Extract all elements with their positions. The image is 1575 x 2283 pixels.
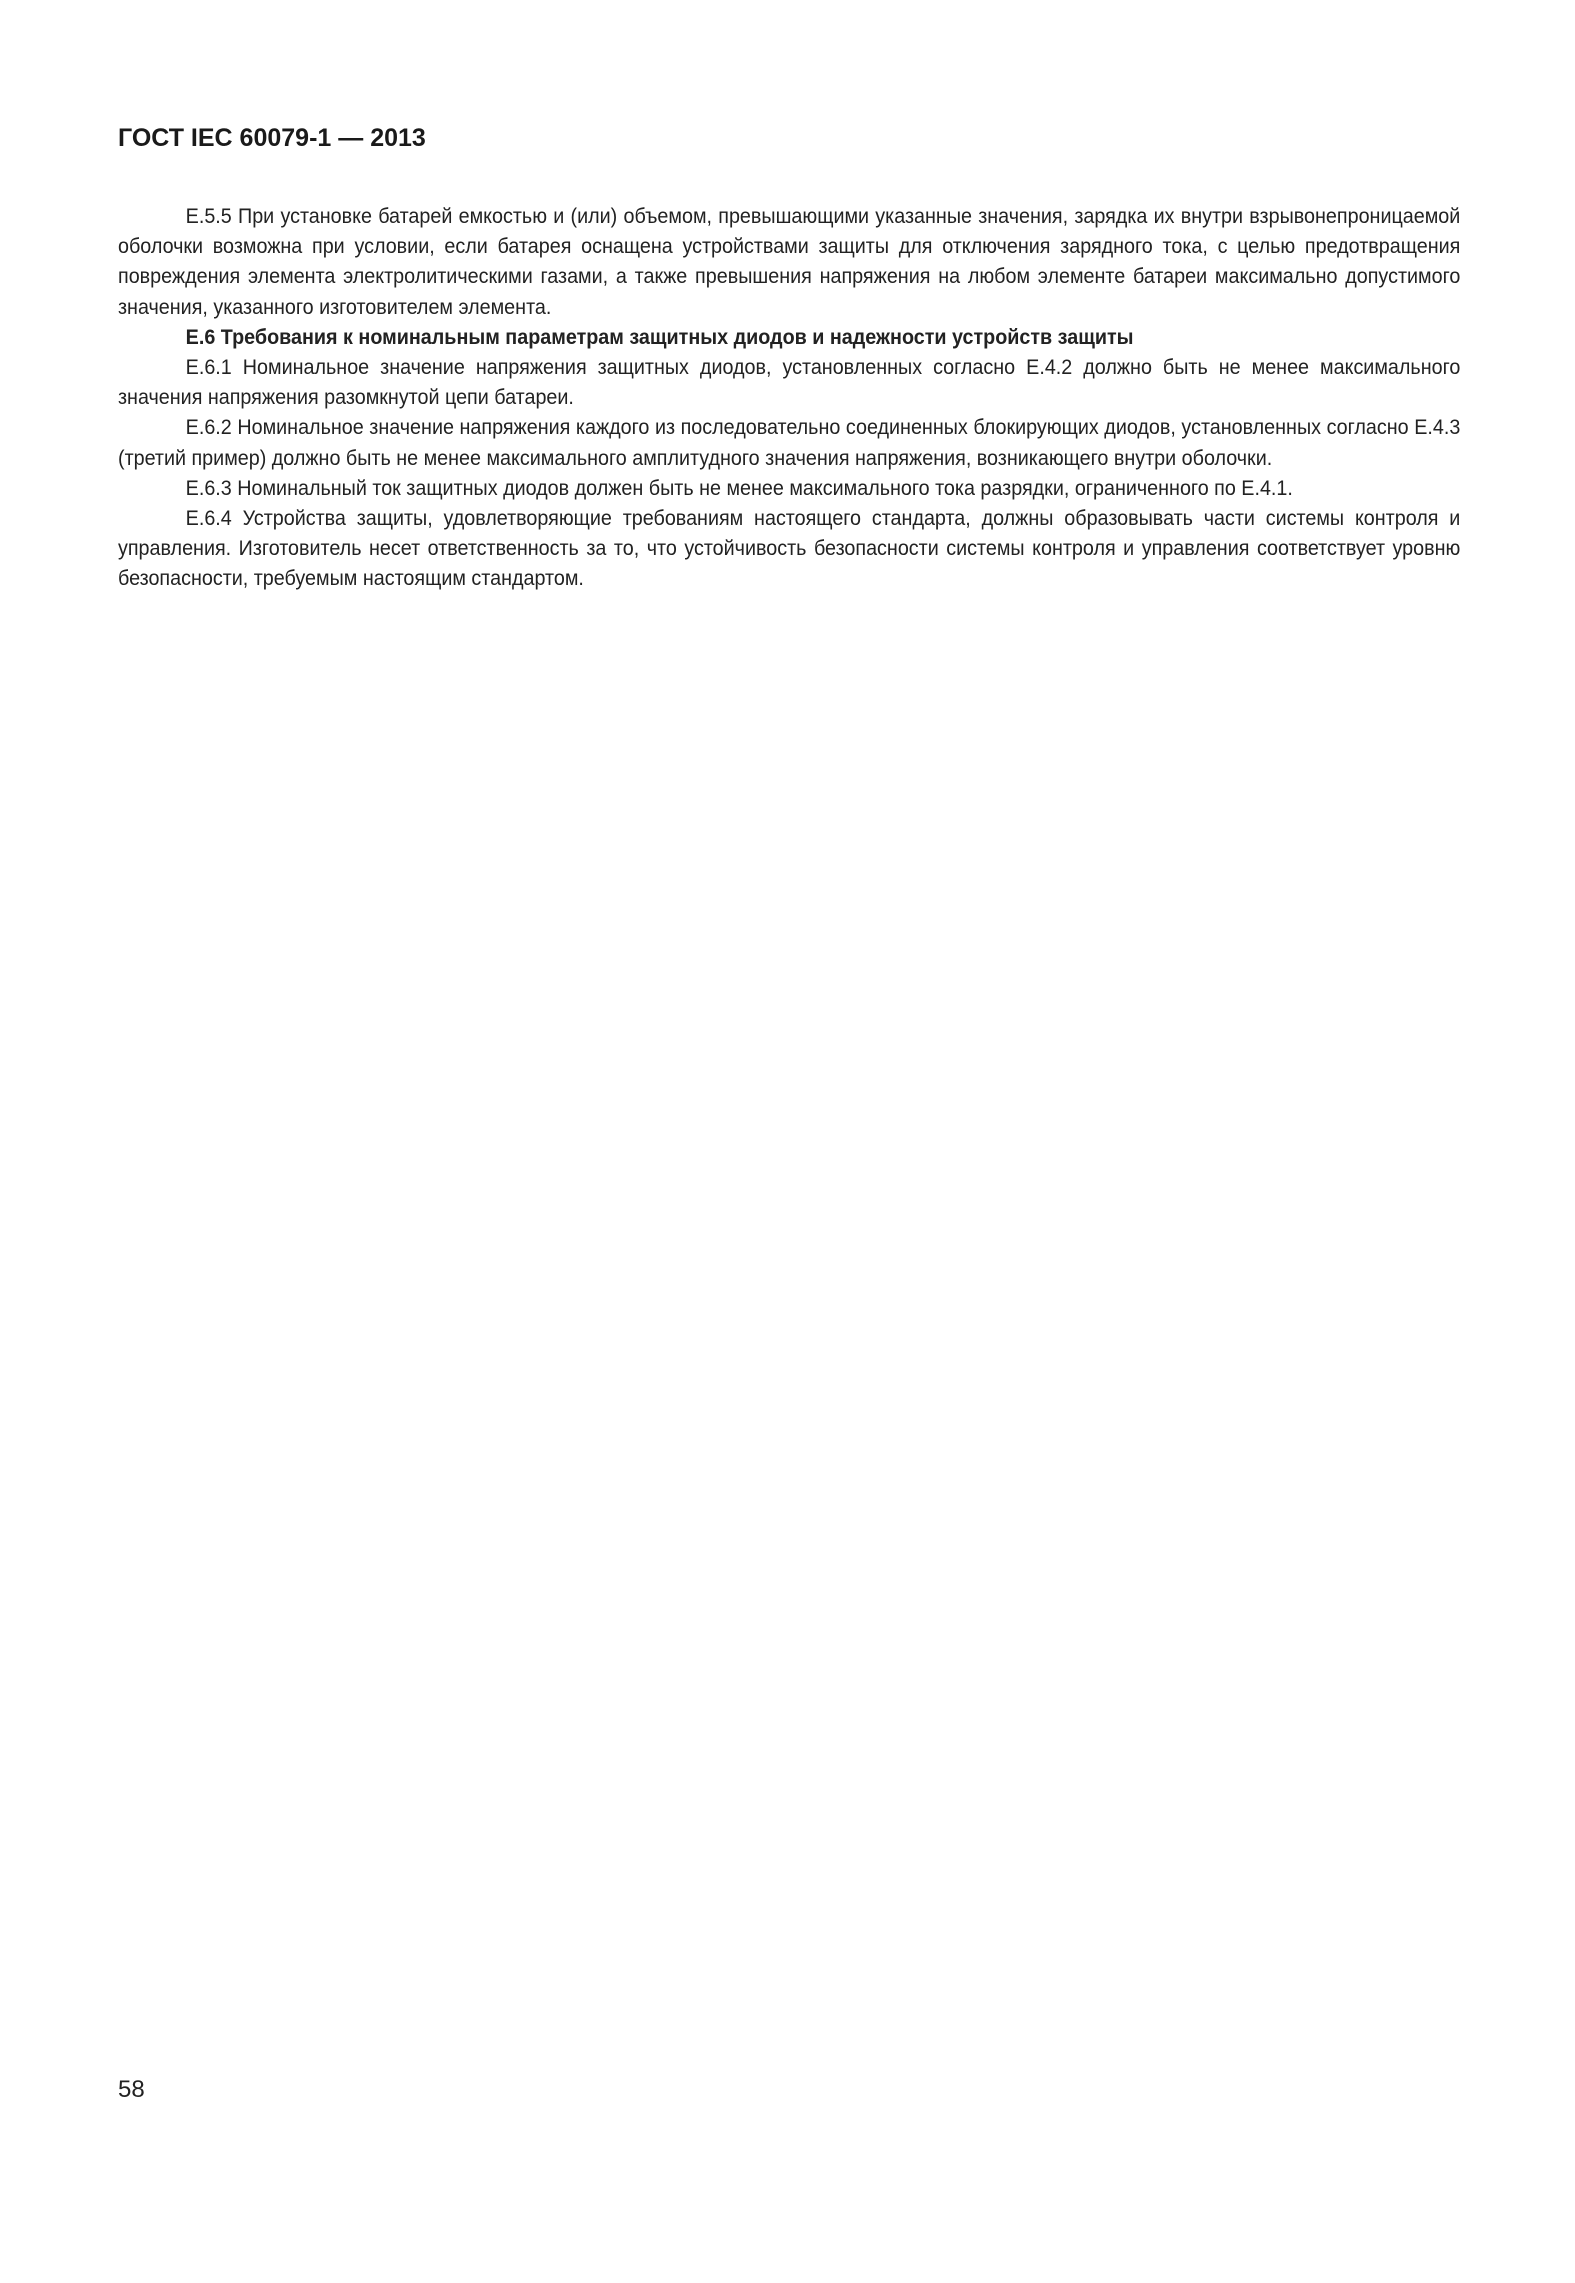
- paragraph-e-6-4: Е.6.4 Устройства защиты, удовлетворяющие требованиям настоящего стандарта, должны образовывать части системы контроля и управления. Изготовитель несет ответственность за то, что устойчивость безопасности системы контроля и управления соответствует уровню безопасности, требуемым настоящим стандартом.: [118, 507, 1461, 591]
- paragraph-e-6-2: Е.6.2 Номинальное значение напряжения каждого из последовательно соединенных блокирующих диодов, установленных согласно Е.4.3 (третий пример) должно быть не менее максимального амплитудного значения напряжения, возникающего внутри оболочки.: [118, 416, 1461, 470]
- document-header: ГОСТ IEC 60079-1 — 2013: [118, 124, 426, 152]
- paragraph-e-6-1: Е.6.1 Номинальное значение напряжения защитных диодов, установленных согласно Е.4.2 должно быть не менее максимального значения напряжения разомкнутой цепи батареи.: [118, 356, 1461, 410]
- section-heading-e-6: Е.6 Требования к номинальным параметрам защитных диодов и надежности устройств защиты: [185, 325, 1134, 349]
- paragraph-e-6-3: Е.6.3 Номинальный ток защитных диодов должен быть не менее максимального тока разрядки, ограниченного по Е.4.1.: [185, 476, 1293, 500]
- paragraph-e-5-5: Е.5.5 При установке батарей емкостью и (или) объемом, превышающими указанные значения, зарядка их внутри взрывонепроницаемой оболочки возможна при условии, если батарея оснащена устройствами защиты для отключения зарядного тока, с целью предотвращения повреждения элемента электролитическими газами, а также превышения напряжения на любом элементе батареи максимально допустимого значения, указанного изготовителем элемента.: [118, 205, 1461, 319]
- page-number: 58: [118, 2076, 145, 2103]
- document-body: [118, 202, 1460, 595]
